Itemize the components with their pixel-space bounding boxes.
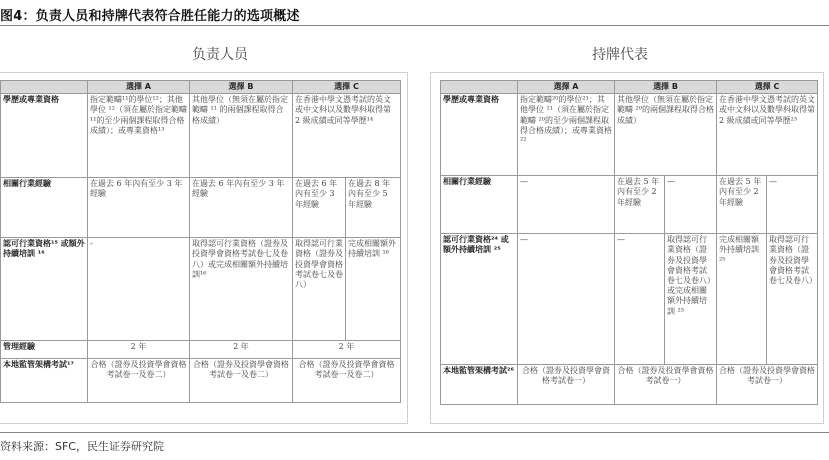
table-row xyxy=(1,178,401,238)
left-table xyxy=(0,80,401,403)
cell-b1: — xyxy=(615,234,665,365)
cell-b: 2 年 xyxy=(190,341,293,359)
row-label: 本地監管架構考試¹⁷ xyxy=(1,359,88,403)
row-label: 管理經驗 xyxy=(1,341,88,359)
table-row xyxy=(441,234,818,365)
row-label: 認可行業資格¹⁵ 或額外持續培訓 ¹⁶ xyxy=(1,238,88,341)
row-label: 本地監管架構考試²⁶ xyxy=(441,365,518,405)
table-row xyxy=(1,359,401,403)
source-note: 资料来源：SFC，民生证券研究院 xyxy=(0,440,164,453)
cell-b: 取得認可行業資格（證券及投資學會資格考試卷七及卷八）或完成相關額外持續培訓¹⁶ xyxy=(190,238,293,341)
left-panel-title: 负责人员 xyxy=(192,47,248,63)
table-row xyxy=(1,94,401,178)
right-panel-title: 持牌代表 xyxy=(592,47,648,63)
cell-c1: 在過去 5 年內有至少 2 年經驗 xyxy=(717,176,767,234)
cell-c: 在香港中學文憑考試的英文或中文科以及數學科取得第 2 級成績或同等學歷¹⁴ xyxy=(293,94,401,178)
table-row xyxy=(441,365,818,405)
table-row xyxy=(441,94,818,176)
left-header-a: 選擇 A xyxy=(88,81,190,94)
table-row xyxy=(1,238,401,341)
cell-c2: 取得認可行業資格（證券及投資學會資格考試卷七及卷八） xyxy=(767,234,818,365)
right-header-c: 選擇 C xyxy=(717,81,818,94)
right-header-b: 選擇 B xyxy=(615,81,717,94)
cell-b: 其他學位（無須在屬於指定範疇 ¹¹ 的兩個課程取得合格成績） xyxy=(190,94,293,178)
cell-b2: — xyxy=(665,176,717,234)
cell-b: 其他學位（無須在屬於指定範疇 ²⁰的兩個課程取得合格成績） xyxy=(615,94,717,176)
left-header-c: 選擇 C xyxy=(293,81,401,94)
left-header-b: 選擇 B xyxy=(190,81,293,94)
cell-b1: 在過去 5 年內有至少 2 年經驗 xyxy=(615,176,665,234)
cell-a: 指定範疇²⁰的學位²¹；其他學位 ²¹（須在屬於指定範疇 ²⁰的至少兩個課程取得合格成績）；或專業資格²² xyxy=(518,94,615,176)
row-label: 相關行業經驗 xyxy=(1,178,88,238)
cell-c1: 完成相關額外持續培訓 ²⁵ xyxy=(717,234,767,365)
cell-a: 合格（證券及投資學會資格考試卷一及卷二） xyxy=(88,359,190,403)
cell-c2: — xyxy=(767,176,818,234)
top-rule xyxy=(0,25,829,26)
cell-a: - xyxy=(88,238,190,341)
cell-b: 合格（證券及投資學會資格考試卷一及卷二） xyxy=(190,359,293,403)
table-row xyxy=(1,341,401,359)
cell-b: 合格（證券及投資學會資格考試卷一） xyxy=(615,365,717,405)
cell-c2: 在過去 8 年內有至少 5 年經驗 xyxy=(346,178,401,238)
cell-c1: 在過去 6 年內有至少 3 年經驗 xyxy=(293,178,346,238)
cell-a: 指定範疇¹¹的學位¹²；其他學位 ¹²（須在屬於指定範疇 ¹¹的至少兩個課程取得合格成績）；或專業資格¹³ xyxy=(88,94,190,178)
cell-c: 合格（證券及投資學會資格考試卷一） xyxy=(717,365,818,405)
left-header-blank xyxy=(1,81,88,94)
figure-title: 图4：负责人员和持牌代表符合胜任能力的选项概述 xyxy=(0,9,300,24)
right-table xyxy=(440,80,818,405)
right-header-blank xyxy=(441,81,518,94)
row-label: 學歷或專業資格 xyxy=(1,94,88,178)
table-row xyxy=(441,176,818,234)
cell-a: 在過去 6 年內有至少 3 年經驗 xyxy=(88,178,190,238)
row-label: 相關行業經驗 xyxy=(441,176,518,234)
cell-a: — xyxy=(518,234,615,365)
cell-a: 合格（證券及投資學會資格考試卷一） xyxy=(518,365,615,405)
cell-c: 合格（證券及投資學會資格考試卷一及卷二） xyxy=(293,359,401,403)
cell-c: 在香港中學文憑考試的英文或中文科以及數學科取得第 2 級成績或同等學歷²³ xyxy=(717,94,818,176)
cell-a: 2 年 xyxy=(88,341,190,359)
cell-c1: 取得認可行業資格（證券及投資學會資格考試卷七及卷八） xyxy=(293,238,346,341)
row-label: 學歷或專業資格 xyxy=(441,94,518,176)
bottom-rule xyxy=(0,432,829,433)
cell-c2: 完成相關額外持續培訓 ¹⁶ xyxy=(346,238,401,341)
row-label: 認可行業資格²⁴ 或額外持續培訓 ²⁵ xyxy=(441,234,518,365)
cell-c: 2 年 xyxy=(293,341,401,359)
cell-b2: 取得認可行業資格（證券及投資學會資格考試卷七及卷八）或完成相關額外持續培訓 ²⁵ xyxy=(665,234,717,365)
cell-b: 在過去 6 年內有至少 3 年經驗 xyxy=(190,178,293,238)
cell-a: — xyxy=(518,176,615,234)
right-header-a: 選擇 A xyxy=(518,81,615,94)
